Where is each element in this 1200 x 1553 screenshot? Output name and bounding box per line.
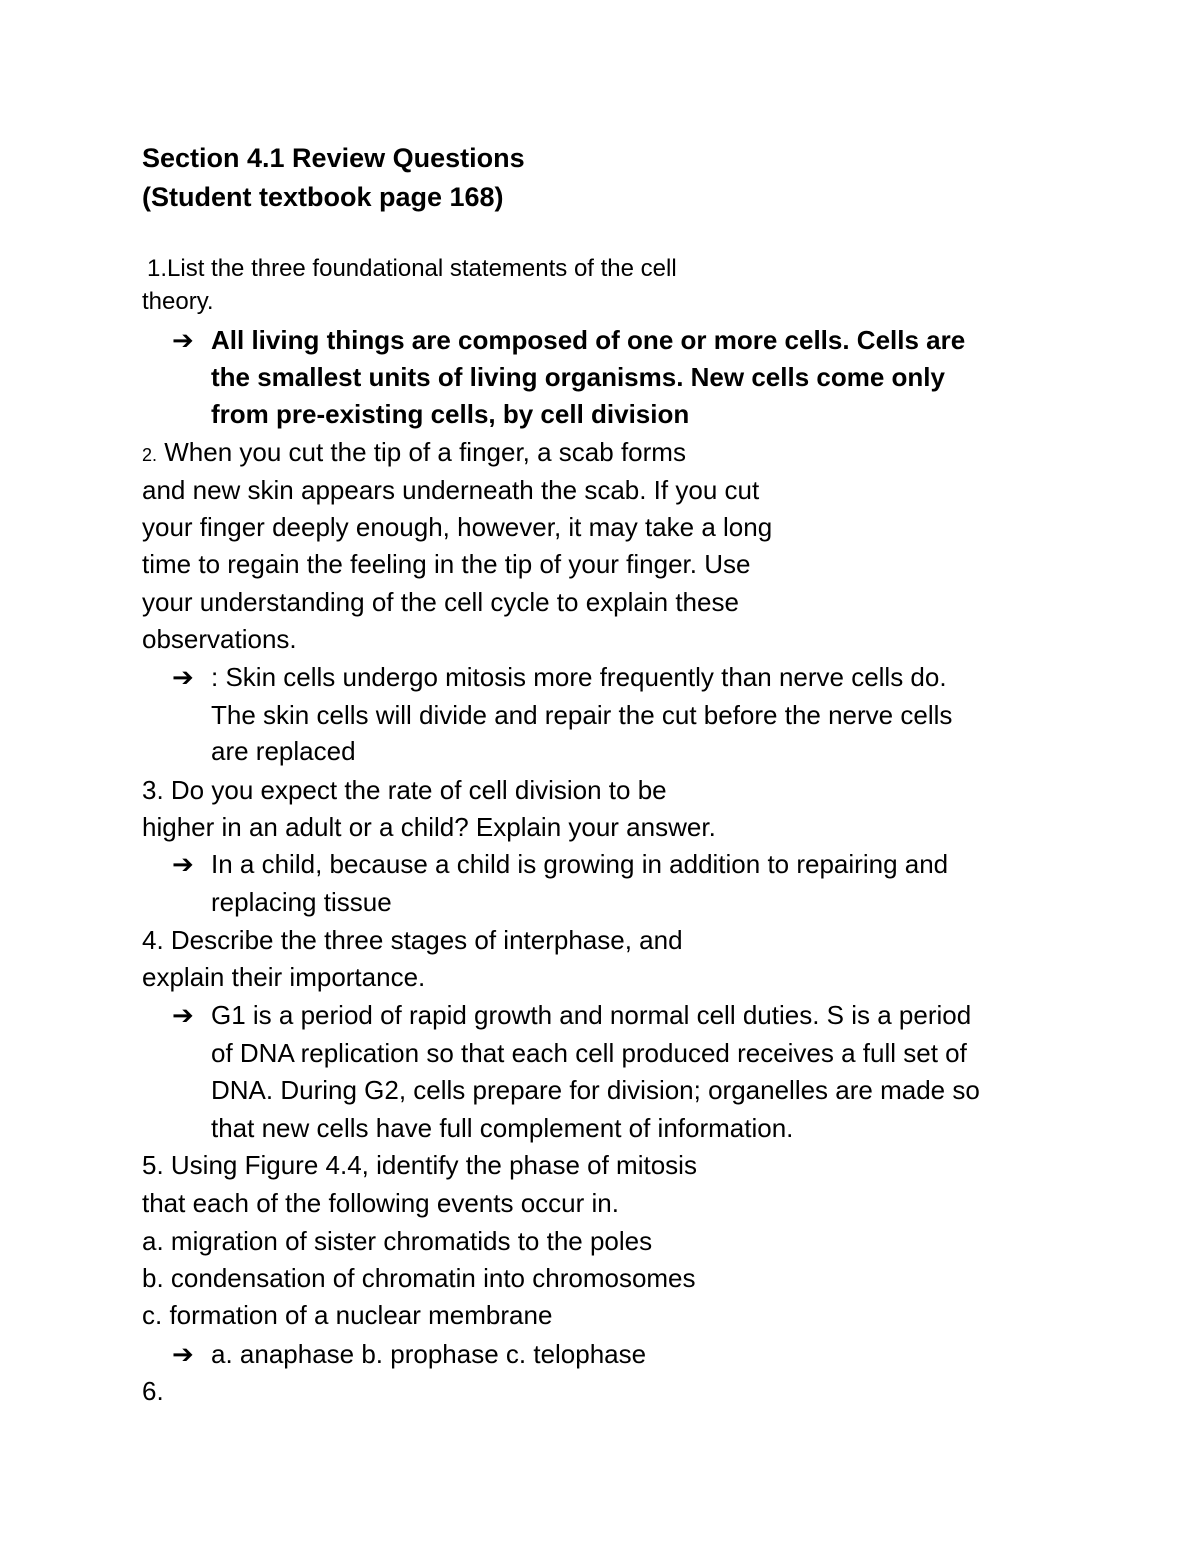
arrow-bullet-icon: ➔ <box>172 1339 194 1369</box>
answer-4-line-3: DNA. During G2, cells prepare for division; organelles are made so <box>211 1075 980 1105</box>
question-2-line-2: and new skin appears underneath the scab. If you cut <box>142 475 760 505</box>
answer-2-line-2: The skin cells will divide and repair the cut before the nerve cells <box>211 700 953 730</box>
answer-3-line-1: In a child, because a child is growing in addition to repairing and <box>211 849 949 879</box>
question-6-number: 6. <box>142 1376 164 1406</box>
answer-1-line-1: All living things are composed of one or more cells. Cells are <box>211 325 966 355</box>
question-5-line-1: 5. Using Figure 4.4, identify the phase of mitosis <box>142 1150 697 1180</box>
question-3-line-2: higher in an adult or a child? Explain your answer. <box>142 812 716 842</box>
question-2-first-line: When you cut the tip of a finger, a scab forms <box>157 437 686 467</box>
question-4-line-2: explain their importance. <box>142 962 426 992</box>
page-subtitle: (Student textbook page 168) <box>142 182 504 212</box>
question-5-line-5: c. formation of a nuclear membrane <box>142 1300 553 1330</box>
question-2-line-1 <box>142 437 686 470</box>
arrow-bullet-icon: ➔ <box>172 1000 194 1030</box>
answer-2-line-1: : Skin cells undergo mitosis more frequently than nerve cells do. <box>211 662 947 692</box>
question-2-line-3: your finger deeply enough, however, it may take a long <box>142 512 773 542</box>
question-2-line-4: time to regain the feeling in the tip of your finger. Use <box>142 549 751 579</box>
question-5-line-2: that each of the following events occur in. <box>142 1188 619 1218</box>
answer-1-line-3: from pre-existing cells, by cell division <box>211 399 690 429</box>
answer-1-line-2: the smallest units of living organisms. New cells come only <box>211 362 945 392</box>
answer-4-line-2: of DNA replication so that each cell produced receives a full set of <box>211 1038 967 1068</box>
answer-3-line-2: replacing tissue <box>211 887 392 917</box>
question-5-line-3: a. migration of sister chromatids to the poles <box>142 1226 653 1256</box>
answer-5-line-1: a. anaphase b. prophase c. telophase <box>211 1339 647 1369</box>
answer-4-line-4: that new cells have full complement of information. <box>211 1113 794 1143</box>
question-2-line-5: your understanding of the cell cycle to explain these <box>142 587 739 617</box>
question-2-number: 2. <box>142 445 158 465</box>
answer-2-line-3: are replaced <box>211 736 356 766</box>
question-3-line-1: 3. Do you expect the rate of cell division to be <box>142 775 667 805</box>
question-4-line-1: 4. Describe the three stages of interphase, and <box>142 925 683 955</box>
arrow-bullet-icon: ➔ <box>172 662 194 692</box>
answer-4-line-1: G1 is a period of rapid growth and normal cell duties. S is a period <box>211 1000 972 1030</box>
page-title: Section 4.1 Review Questions <box>142 143 525 173</box>
question-1-line-1: 1.List the three foundational statements of the cell <box>147 255 677 282</box>
question-1-line-2: theory. <box>142 288 214 315</box>
arrow-bullet-icon: ➔ <box>172 325 194 355</box>
arrow-bullet-icon: ➔ <box>172 849 194 879</box>
question-2-line-6: observations. <box>142 624 297 654</box>
question-5-line-4: b. condensation of chromatin into chromosomes <box>142 1263 696 1293</box>
